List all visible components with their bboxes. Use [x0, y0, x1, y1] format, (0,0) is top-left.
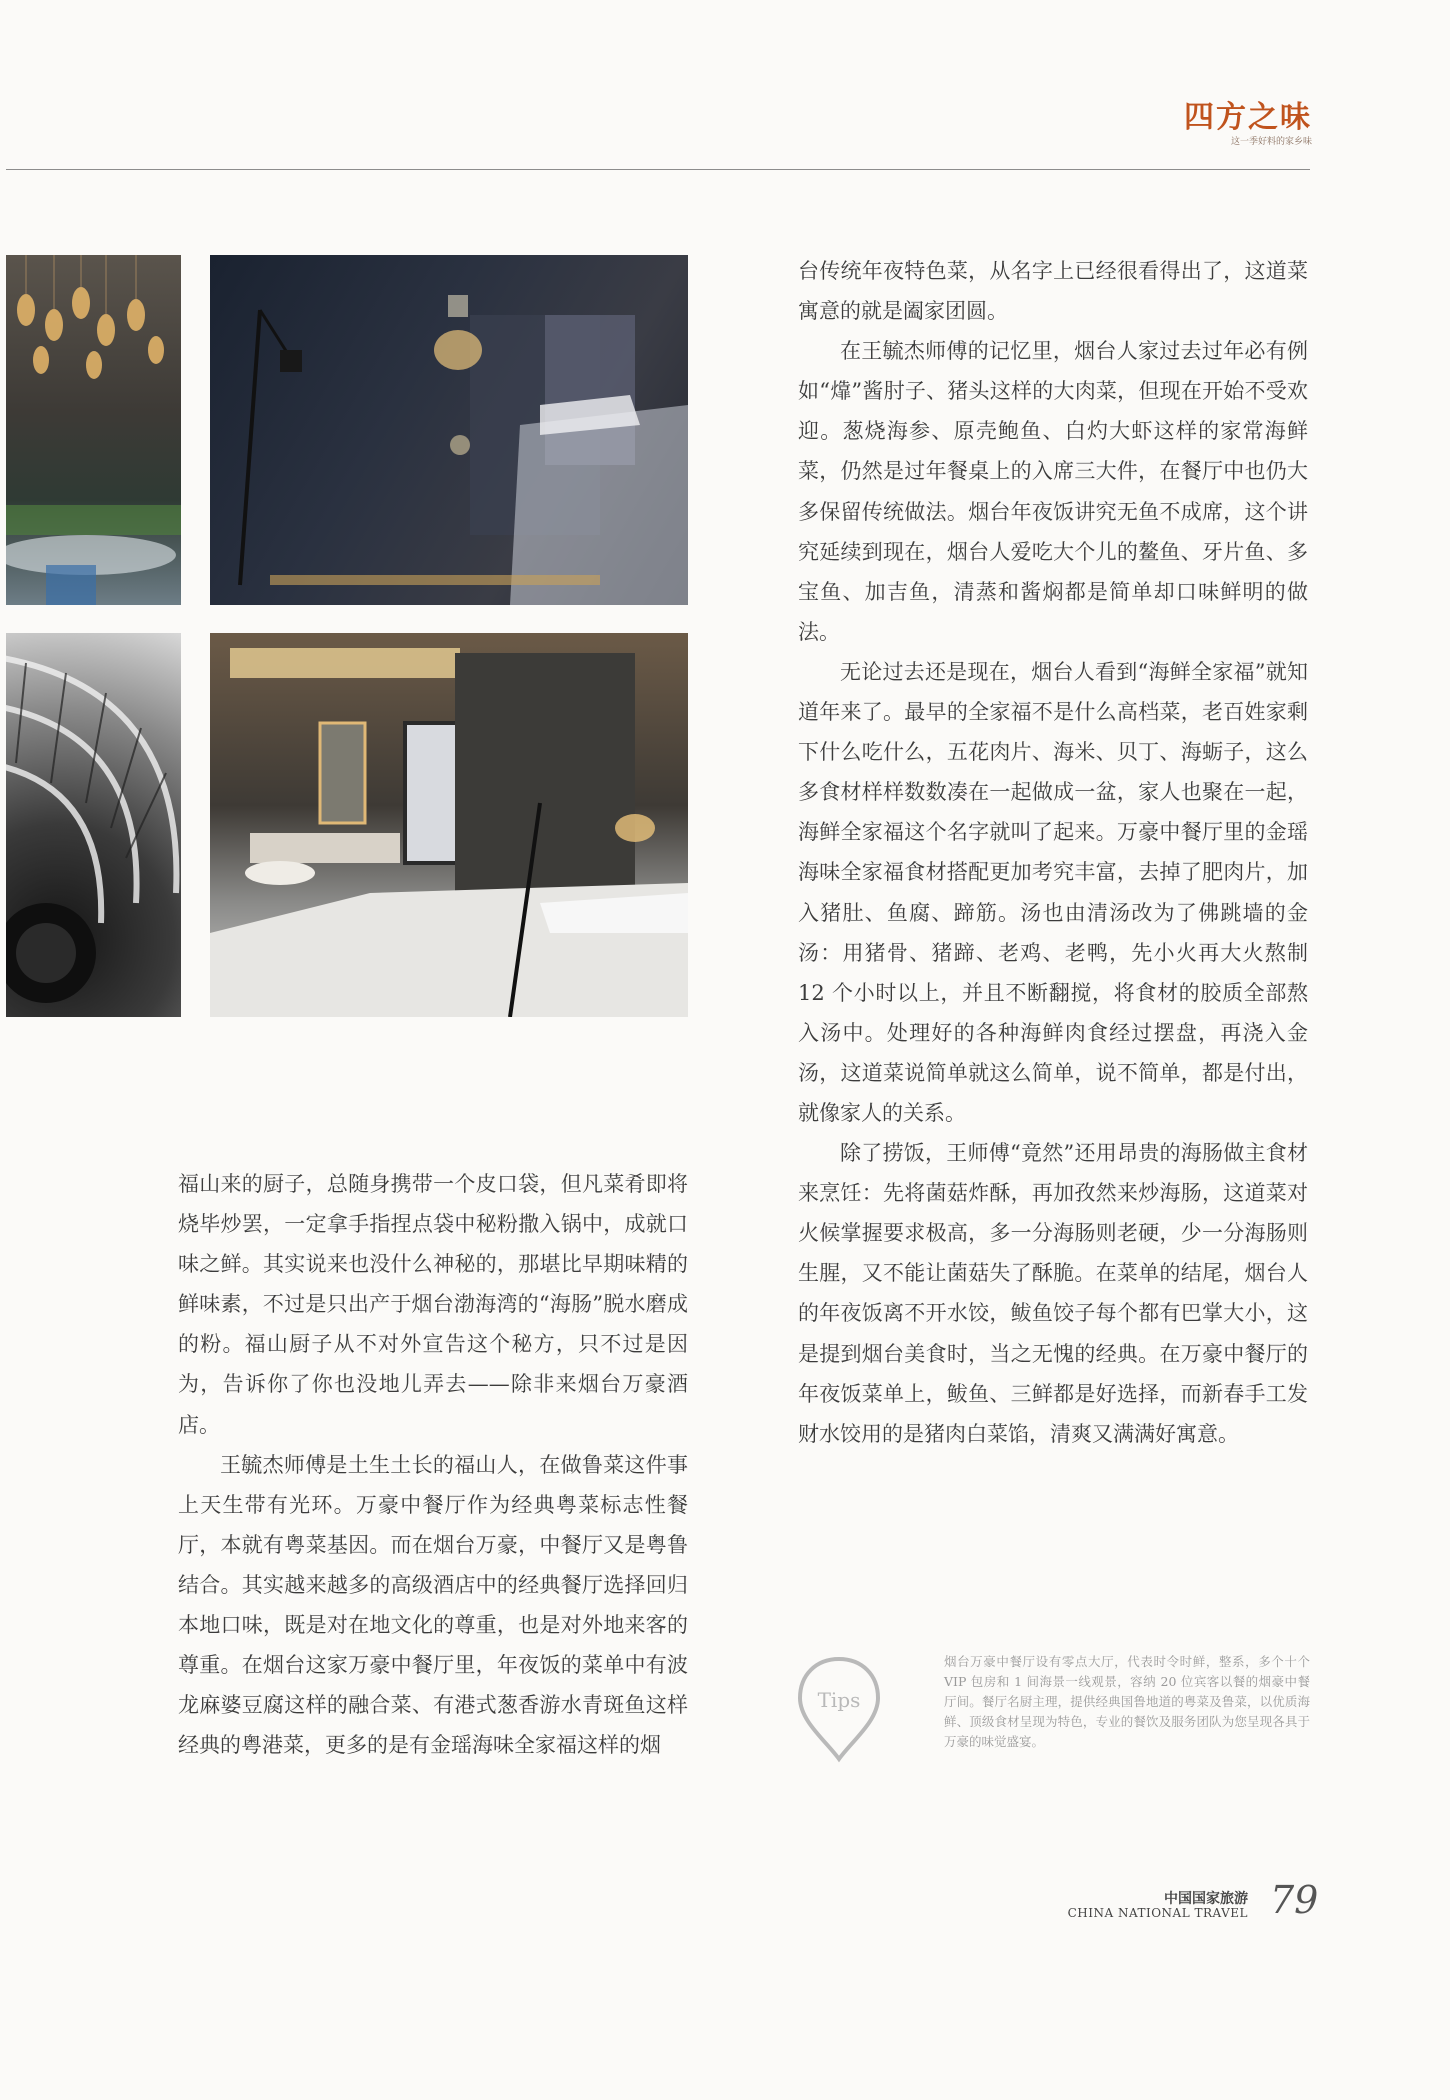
photo-restaurant-lamps	[6, 255, 181, 605]
article-paragraph: 王毓杰师傅是土生土长的福山人，在做鲁菜这件事上天生带有光环。万豪中餐厅作为经典粤菜标志性餐厅，本就有粤菜基因。而在烟台万豪，中餐厅又是粤鲁结合。其实越来越多的高级酒店中的经典餐厅选择回归本地口味，既是对在地文化的尊重，也是对外地来客的尊重。在烟台这家万豪中餐厅里，年夜饭的菜单中有波龙麻婆豆腐这样的融合菜、有港式葱香游水青斑鱼这样经典的粤港菜，更多的是有金瑶海味全家福这样的烟	[178, 1452, 688, 1758]
tips-text: 烟台万豪中餐厅设有零点大厅，代表时令时鲜，整系，多个十个 VIP 包房和 1 间海景一线观景，容纳 20 位宾客以餐的烟豪中餐厅间。餐厅名厨主理，提供经典国鲁地道的粤菜及鲁菜，以优质海鲜、顶级食材呈现为特色，专业的餐饮及服务团队为您呈现各具于万豪的味觉盛宴。	[944, 1654, 1310, 1749]
page-number: 79	[1270, 1878, 1319, 1922]
article-paragraph: 除了捞饭，王师傅“竟然”还用昂贵的海肠做主食材来烹饪：先将菌菇炸酥，再加孜然来炒海肠，这道菜对火候掌握要求极高，多一分海肠则老硬，少一分海肠则生腥，又不能让菌菇失了酥脆。在菜单的结尾，烟台人的年夜饭离不开水饺，鲅鱼饺子每个都有巴掌大小，这是提到烟台美食时，当之无愧的经典。在万豪中餐厅的年夜饭菜单上，鲅鱼、三鲜都是好选择，而新春手工发财水饺用的是猪肉白菜馅，清爽又满满好寓意。	[798, 1141, 1308, 1446]
article-paragraph: 福山来的厨子，总随身携带一个皮口袋，但凡菜肴即将烧毕炒罢，一定拿手指捏点袋中秘粉撒入锅中，成就口味之鲜。其实说来也没什么神秘的，那堪比早期味精的鲜味素，不过是只出产于烟台渤海湾的“海肠”脱水磨成的粉。福山厨子从不对外宣告这个秘方，只不过是因为，告诉你了你也没地儿弄去——除非来烟台万豪酒店。	[178, 1172, 688, 1437]
tips-label: Tips	[817, 1688, 861, 1712]
tips-pin-icon	[796, 1655, 882, 1765]
magazine-name-en: CHINA NATIONAL TRAVEL	[1067, 1906, 1248, 1920]
photo-spiral-staircase	[6, 633, 181, 1017]
article-paragraph: 在王毓杰师傅的记忆里，烟台人家过去过年必有例如“㸆”酱肘子、猪头这样的大肉菜，但现在开始不受欢迎。葱烧海参、原壳鲍鱼、白灼大虾这样的家常海鲜菜，仍然是过年餐桌上的入席三大件，在餐厅中也仍大多保留传统做法。烟台年夜饭讲究无鱼不成席，这个讲究延续到现在，烟台人爱吃大个儿的鳌鱼、牙片鱼、多宝鱼、加吉鱼，清蒸和酱焖都是简单却口味鲜明的做法。	[798, 339, 1308, 644]
section-brand	[1172, 100, 1312, 148]
section-subtitle: 这一季好料的家乡味	[1230, 137, 1312, 147]
article-column-left	[178, 1164, 688, 1765]
article-column-right	[798, 251, 1308, 1454]
article-paragraph: 无论过去还是现在，烟台人看到“海鲜全家福”就知道年来了。最早的全家福不是什么高档菜，老百姓家剩下什么吃什么，五花肉片、海米、贝丁、海蛎子，这么多食材样样数数凑在一起做成一盆，家人也聚在一起，海鲜全家福这个名字就叫了起来。万豪中餐厅里的金瑶海味全家福食材搭配更加考究丰富，去掉了肥肉片，加入猪肚、鱼腐、蹄筋。汤也由清汤改为了佛跳墙的金汤：用猪骨、猪蹄、老鸡、老鸭，先小火再大火熬制 12 个小时以上，并且不断翻搅，将食材的胶质全部熬入汤中。处理好的各种海鲜肉食经过摆盘，再浇入金汤，这道菜说简单就这么简单，说不简单，都是付出，就像家人的关系。	[798, 659, 1308, 1125]
photo-hotel-room-night	[210, 255, 688, 605]
header-divider	[6, 169, 1310, 170]
article-paragraph: 台传统年夜特色菜，从名字上已经很看得出了，这道菜寓意的就是阖家团圆。	[798, 259, 1308, 324]
photo-hotel-room-bath	[210, 633, 688, 1017]
section-title: 四方之味	[1184, 100, 1312, 135]
magazine-name-cn: 中国国家旅游	[1164, 1891, 1248, 1907]
